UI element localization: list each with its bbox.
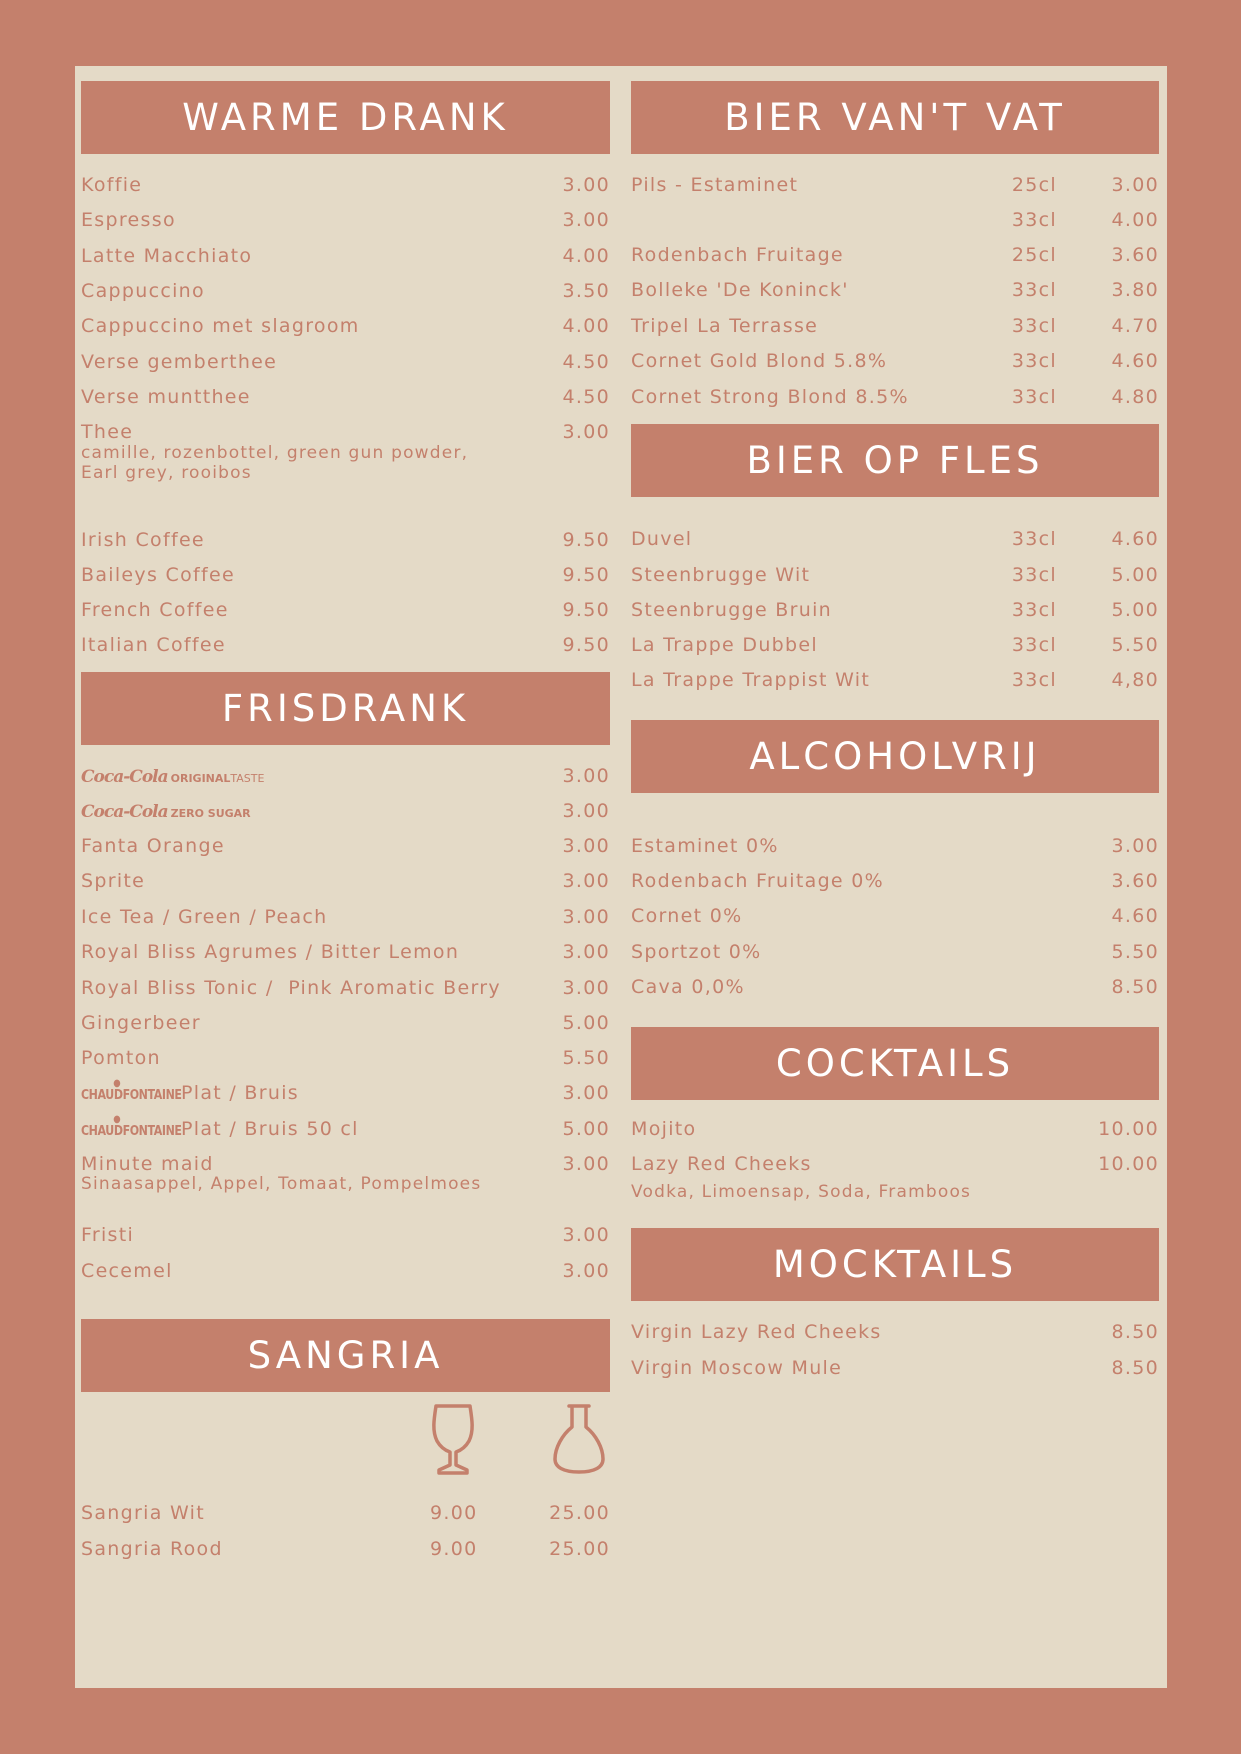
menu-item bbox=[81, 832, 610, 860]
item-price: 3.00 bbox=[562, 941, 610, 963]
item-price: 5.50 bbox=[562, 1047, 610, 1069]
menu-item bbox=[81, 1499, 610, 1527]
menu-item bbox=[81, 348, 610, 376]
menu-item bbox=[631, 347, 1159, 375]
item-price: 3.00 bbox=[1111, 174, 1159, 196]
section-header-sangria: SANGRIA bbox=[81, 1319, 610, 1392]
item-name: Espresso bbox=[81, 209, 176, 231]
item-price: 10.00 bbox=[1098, 1118, 1159, 1140]
item-name: Sprite bbox=[81, 870, 146, 892]
menu-item bbox=[631, 171, 1159, 199]
item-name: Fristi bbox=[81, 1224, 135, 1246]
item-price: 3.00 bbox=[562, 421, 610, 443]
item-volume: 25cl bbox=[1011, 244, 1057, 266]
menu-item bbox=[631, 666, 1159, 694]
item-price: 3.00 bbox=[562, 209, 610, 231]
section-header-cocktails: COCKTAILS bbox=[631, 1027, 1159, 1100]
menu-item bbox=[631, 631, 1159, 659]
menu-item bbox=[81, 312, 610, 340]
item-name: Pils - Estaminet bbox=[631, 174, 799, 196]
wine-glass-icon bbox=[429, 1403, 477, 1475]
item-name: Rodenbach Fruitage 0% bbox=[631, 870, 884, 892]
item-price: 4.00 bbox=[562, 315, 610, 337]
item-price: 3.00 bbox=[562, 1153, 610, 1175]
item-name: La Trappe Trappist Wit bbox=[631, 669, 871, 691]
item-name: Sangria Wit bbox=[81, 1502, 205, 1524]
coca-cola-logo: Coca-Cola ORIGINALTASTE bbox=[81, 767, 265, 787]
glass-price: 9.00 bbox=[430, 1538, 478, 1560]
section-header-mocktails: MOCKTAILS bbox=[631, 1228, 1159, 1301]
item-description: Sinaasappel, Appel, Tomaat, Pompelmoes bbox=[81, 1174, 482, 1194]
item-name: Pomton bbox=[81, 1047, 161, 1069]
item-name: Virgin Moscow Mule bbox=[631, 1357, 843, 1379]
item-price: 4.50 bbox=[562, 386, 610, 408]
item-name: Royal Bliss Agrumes / Bitter Lemon bbox=[81, 941, 460, 963]
item-price: 4.50 bbox=[562, 351, 610, 373]
menu-item bbox=[631, 1150, 1159, 1178]
chaudfontaine-logo: ● CHAUDFONTAINE bbox=[81, 1118, 166, 1146]
menu-item bbox=[81, 418, 610, 446]
item-volume: 33cl bbox=[1011, 209, 1057, 231]
menu-item bbox=[631, 902, 1159, 930]
menu-item bbox=[81, 1115, 610, 1143]
item-name: Cappuccino bbox=[81, 280, 205, 302]
item-name: Cava 0,0% bbox=[631, 976, 745, 998]
menu-item bbox=[631, 525, 1159, 553]
menu-item bbox=[81, 903, 610, 931]
item-price: 8.50 bbox=[1111, 1357, 1159, 1379]
item-name: Virgin Lazy Red Cheeks bbox=[631, 1321, 882, 1343]
glass-price: 9.00 bbox=[430, 1502, 478, 1524]
item-volume: 33cl bbox=[1011, 528, 1057, 550]
coca-cola-zero-logo: Coca-Cola ZERO SUGAR bbox=[81, 802, 251, 822]
item-name: Sportzot 0% bbox=[631, 941, 762, 963]
menu-item bbox=[631, 206, 1159, 234]
section-header-bier-van-vat: BIER VAN'T VAT bbox=[631, 81, 1159, 154]
menu-item bbox=[631, 596, 1159, 624]
item-name: Steenbrugge Bruin bbox=[631, 599, 833, 621]
item-price: 3.00 bbox=[562, 835, 610, 857]
section-header-warme-drank: WARME DRANK bbox=[81, 81, 610, 154]
menu-item bbox=[81, 171, 610, 199]
item-name: Italian Coffee bbox=[81, 634, 226, 656]
menu-item bbox=[631, 276, 1159, 304]
item-name: Irish Coffee bbox=[81, 529, 205, 551]
menu-item bbox=[81, 277, 610, 305]
item-name: French Coffee bbox=[81, 599, 229, 621]
item-price: 3.80 bbox=[1111, 279, 1159, 301]
item-price: 3.00 bbox=[562, 174, 610, 196]
menu-item bbox=[631, 1115, 1159, 1143]
menu-item bbox=[631, 1318, 1159, 1346]
item-name: Cecemel bbox=[81, 1260, 173, 1282]
item-name: Sangria Rood bbox=[81, 1538, 223, 1560]
item-volume: 33cl bbox=[1011, 634, 1057, 656]
menu-item bbox=[631, 832, 1159, 860]
item-volume: 33cl bbox=[1011, 599, 1057, 621]
menu-item bbox=[81, 1009, 610, 1037]
item-name: Bolleke 'De Koninck' bbox=[631, 279, 849, 301]
item-price: 5.50 bbox=[1111, 634, 1159, 656]
section-header-bier-op-fles: BIER OP FLES bbox=[631, 424, 1159, 497]
menu-item bbox=[81, 1044, 610, 1072]
menu-item bbox=[81, 762, 610, 790]
menu-item bbox=[631, 312, 1159, 340]
menu-item bbox=[81, 1535, 610, 1563]
item-name: Steenbrugge Wit bbox=[631, 564, 811, 586]
item-name: Koffie bbox=[81, 174, 143, 196]
item-price: 3.00 bbox=[562, 1260, 610, 1282]
menu-item bbox=[81, 1257, 610, 1285]
item-price: 9.50 bbox=[562, 634, 610, 656]
item-name: Cornet 0% bbox=[631, 905, 743, 927]
item-price: 3.60 bbox=[1111, 244, 1159, 266]
menu-item bbox=[81, 242, 610, 270]
item-name: ● CHAUDFONTAINEPlat / Bruis 50 cl bbox=[81, 1115, 359, 1146]
item-price: 3.00 bbox=[562, 906, 610, 928]
menu-item bbox=[631, 561, 1159, 589]
item-name: Royal Bliss Tonic / Pink Aromatic Berry bbox=[81, 977, 501, 999]
item-price: 4.70 bbox=[1111, 315, 1159, 337]
item-name: Baileys Coffee bbox=[81, 564, 235, 586]
item-price: 3.00 bbox=[562, 977, 610, 999]
item-volume: 33cl bbox=[1011, 279, 1057, 301]
item-name: Mojito bbox=[631, 1118, 697, 1140]
menu-item bbox=[81, 938, 610, 966]
item-description: Earl grey, rooibos bbox=[81, 463, 252, 483]
item-name: Duvel bbox=[631, 528, 693, 550]
item-price: 10.00 bbox=[1098, 1153, 1159, 1175]
menu-item bbox=[81, 867, 610, 895]
item-name: ● CHAUDFONTAINEPlat / Bruis bbox=[81, 1079, 299, 1110]
section-header-alcoholvrij: ALCOHOLVRIJ bbox=[631, 720, 1159, 793]
item-volume: 33cl bbox=[1011, 564, 1057, 586]
item-price: 4.00 bbox=[562, 245, 610, 267]
item-volume: 33cl bbox=[1011, 669, 1057, 691]
droplet-icon: ● bbox=[113, 1114, 121, 1125]
droplet-icon: ● bbox=[113, 1078, 121, 1089]
item-price: 3.00 bbox=[562, 870, 610, 892]
item-name: Rodenbach Fruitage bbox=[631, 244, 844, 266]
item-price: 4,80 bbox=[1111, 669, 1159, 691]
section-header-frisdrank: FRISDRANK bbox=[81, 672, 610, 745]
carafe-icon bbox=[550, 1403, 608, 1475]
item-volume: 33cl bbox=[1011, 350, 1057, 372]
item-price: 3.00 bbox=[562, 1224, 610, 1246]
menu-item bbox=[81, 206, 610, 234]
item-price: 5.50 bbox=[1111, 941, 1159, 963]
item-name: Verse gemberthee bbox=[81, 351, 278, 373]
item-name: Gingerbeer bbox=[81, 1012, 201, 1034]
item-volume: 33cl bbox=[1011, 315, 1057, 337]
item-price: 5.00 bbox=[1111, 599, 1159, 621]
item-name: Fanta Orange bbox=[81, 835, 225, 857]
carafe-price: 25.00 bbox=[549, 1538, 610, 1560]
item-price: 8.50 bbox=[1111, 1321, 1159, 1343]
chaudfontaine-logo: ● CHAUDFONTAINE bbox=[81, 1082, 166, 1110]
menu-item bbox=[631, 973, 1159, 1001]
item-price: 5.00 bbox=[562, 1118, 610, 1140]
item-description: Vodka, Limoensap, Soda, Framboos bbox=[631, 1182, 972, 1202]
item-name: Cornet Gold Blond 5.8% bbox=[631, 350, 888, 372]
item-volume: 33cl bbox=[1011, 386, 1057, 408]
menu-item bbox=[81, 526, 610, 554]
item-price: 5.00 bbox=[562, 1012, 610, 1034]
item-name: Minute maid bbox=[81, 1153, 214, 1175]
item-price: 9.50 bbox=[562, 529, 610, 551]
item-name: Tripel La Terrasse bbox=[631, 315, 819, 337]
menu-item bbox=[631, 867, 1159, 895]
item-price: 3.00 bbox=[562, 765, 610, 787]
item-name: Latte Macchiato bbox=[81, 245, 253, 267]
item-price: 3.50 bbox=[562, 280, 610, 302]
menu-item bbox=[631, 938, 1159, 966]
item-name: Verse muntthee bbox=[81, 386, 251, 408]
item-description: camille, rozenbottel, green gun powder, bbox=[81, 443, 469, 463]
item-price: 4.60 bbox=[1111, 905, 1159, 927]
menu-item bbox=[631, 383, 1159, 411]
item-price: 3.00 bbox=[562, 1082, 610, 1104]
item-price: 4.60 bbox=[1111, 350, 1159, 372]
item-price: 4.00 bbox=[1111, 209, 1159, 231]
item-name: Ice Tea / Green / Peach bbox=[81, 906, 328, 928]
menu-item bbox=[81, 797, 610, 825]
menu-item bbox=[81, 1079, 610, 1107]
item-price: 9.50 bbox=[562, 564, 610, 586]
item-price: 9.50 bbox=[562, 599, 610, 621]
menu-item bbox=[81, 561, 610, 589]
item-name: Lazy Red Cheeks bbox=[631, 1153, 812, 1175]
item-name: Cappuccino met slagroom bbox=[81, 315, 360, 337]
item-price: 4.80 bbox=[1111, 386, 1159, 408]
item-price: 8.50 bbox=[1111, 976, 1159, 998]
menu-item bbox=[81, 1221, 610, 1249]
menu-item bbox=[631, 241, 1159, 269]
item-volume: 25cl bbox=[1011, 174, 1057, 196]
item-price: 3.60 bbox=[1111, 870, 1159, 892]
item-price: 5.00 bbox=[1111, 564, 1159, 586]
item-price: 4.60 bbox=[1111, 528, 1159, 550]
carafe-price: 25.00 bbox=[549, 1502, 610, 1524]
item-price: 3.00 bbox=[562, 800, 610, 822]
menu-item bbox=[81, 596, 610, 624]
menu-item bbox=[81, 974, 610, 1002]
item-name: Thee bbox=[81, 421, 134, 443]
item-price: 3.00 bbox=[1111, 835, 1159, 857]
menu-item bbox=[81, 383, 610, 411]
menu-item bbox=[81, 631, 610, 659]
item-name: Estaminet 0% bbox=[631, 835, 779, 857]
menu-item bbox=[631, 1354, 1159, 1382]
item-name: Cornet Strong Blond 8.5% bbox=[631, 386, 909, 408]
item-name: La Trappe Dubbel bbox=[631, 634, 818, 656]
